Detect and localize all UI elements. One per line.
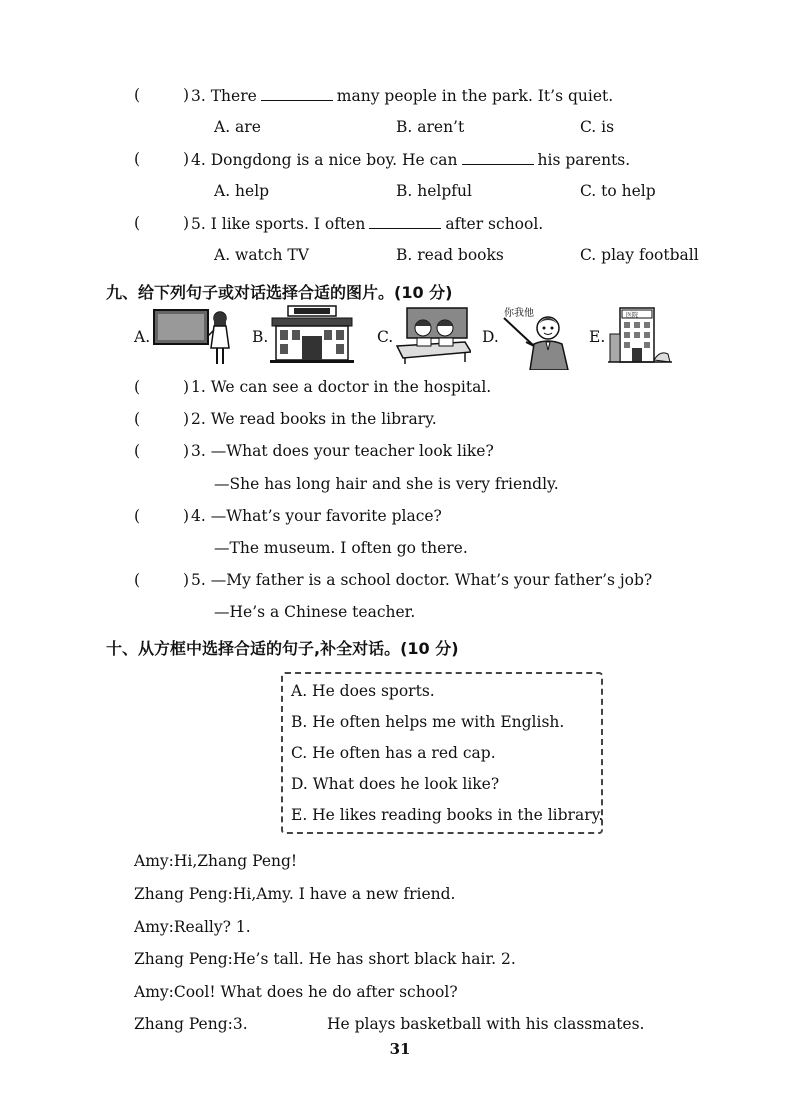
section-9-heading: 九、给下列句子或对话选择合适的图片。(10 分) (106, 283, 453, 302)
item-5-text: 5. —My father is a school doctor. What’s your father’s job? (191, 571, 653, 589)
option-a: A. watch TV (214, 246, 309, 264)
answer-paren-open: ( (134, 150, 141, 168)
item-3-reply: —She has long hair and she is very friendly. (214, 475, 559, 493)
option-c: C. to help (580, 182, 656, 200)
stem-before: 3. There (191, 87, 257, 105)
dialogue-line: Amy:Cool! What does he do after school? (134, 983, 458, 1001)
answer-paren-close: ) (183, 571, 190, 589)
male-teacher-pointing-icon (500, 312, 576, 370)
picture-label-a: A. (134, 328, 151, 346)
library-building-icon (270, 302, 354, 364)
hospital-building-icon (608, 304, 672, 366)
picture-label-d: D. (482, 328, 499, 346)
answer-paren-close: ) (183, 410, 190, 428)
box-option-d: D. What does he look like? (291, 775, 500, 793)
item-2-text: 2. We read books in the library. (191, 410, 437, 428)
answer-paren-open: ( (134, 442, 141, 460)
page-number: 31 (389, 1040, 411, 1058)
answer-blank (462, 150, 534, 165)
dialogue-line: Zhang Peng:He’s tall. He has short black hair. 2. (134, 950, 516, 968)
stem-after: many people in the park. It’s quiet. (336, 87, 614, 105)
option-c: C. is (580, 118, 615, 136)
stem-after: after school. (445, 215, 544, 233)
answer-paren-open: ( (134, 86, 141, 104)
teacher-at-blackboard-icon (152, 306, 236, 368)
option-a: A. help (214, 182, 270, 200)
dialogue-line: Amy:Hi,Zhang Peng! (134, 852, 298, 870)
stem-after: his parents. (537, 151, 631, 169)
box-option-e: E. He likes reading books in the library. (291, 806, 604, 824)
answer-paren-close: ) (183, 150, 190, 168)
section-10-heading: 十、从方框中选择合适的句子,补全对话。(10 分) (106, 639, 459, 658)
students-reading-icon (395, 306, 471, 364)
option-b: B. read books (396, 246, 504, 264)
dialogue-line: Amy:Really? 1. (134, 918, 251, 936)
answer-blank (261, 86, 333, 101)
answer-paren-open: ( (134, 214, 141, 232)
answer-paren-close: ) (183, 214, 190, 232)
box-option-b: B. He often helps me with English. (291, 713, 565, 731)
dialogue-line: Zhang Peng:3. (134, 1015, 248, 1033)
picture-label-e: E. (589, 328, 606, 346)
stem-before: 5. I like sports. I often (191, 215, 366, 233)
stem-before: 4. Dongdong is a nice boy. He can (191, 151, 458, 169)
item-1-text: 1. We can see a doctor in the hospital. (191, 378, 492, 396)
item-5-reply: —He’s a Chinese teacher. (214, 603, 416, 621)
options-box (281, 672, 603, 834)
option-a: A. are (214, 118, 261, 136)
hospital-sign-text: 医院 (626, 312, 639, 319)
answer-paren-close: ) (183, 507, 190, 525)
item-4-text: 4. —What’s your favorite place? (191, 507, 442, 525)
dialogue-line-tail: He plays basketball with his classmates. (327, 1015, 645, 1033)
answer-blank (369, 214, 441, 229)
option-b: B. helpful (396, 182, 472, 200)
answer-paren-close: ) (183, 86, 190, 104)
question-3-stem (191, 86, 613, 105)
question-5-stem (191, 214, 543, 233)
picture-d-caption: 你我他 (504, 308, 534, 319)
question-4-stem (191, 150, 630, 169)
picture-label-c: C. (377, 328, 394, 346)
box-option-a: A. He does sports. (291, 682, 435, 700)
picture-label-b: B. (252, 328, 269, 346)
answer-paren-open: ( (134, 410, 141, 428)
item-3-text: 3. —What does your teacher look like? (191, 442, 494, 460)
dialogue-line: Zhang Peng:Hi,Amy. I have a new friend. (134, 885, 456, 903)
answer-paren-open: ( (134, 507, 141, 525)
answer-paren-open: ( (134, 378, 141, 396)
item-4-reply: —The museum. I often go there. (214, 539, 468, 557)
box-option-c: C. He often has a red cap. (291, 744, 496, 762)
answer-paren-open: ( (134, 571, 141, 589)
option-b: B. aren’t (396, 118, 465, 136)
option-c: C. play football (580, 246, 699, 264)
answer-paren-close: ) (183, 442, 190, 460)
answer-paren-close: ) (183, 378, 190, 396)
